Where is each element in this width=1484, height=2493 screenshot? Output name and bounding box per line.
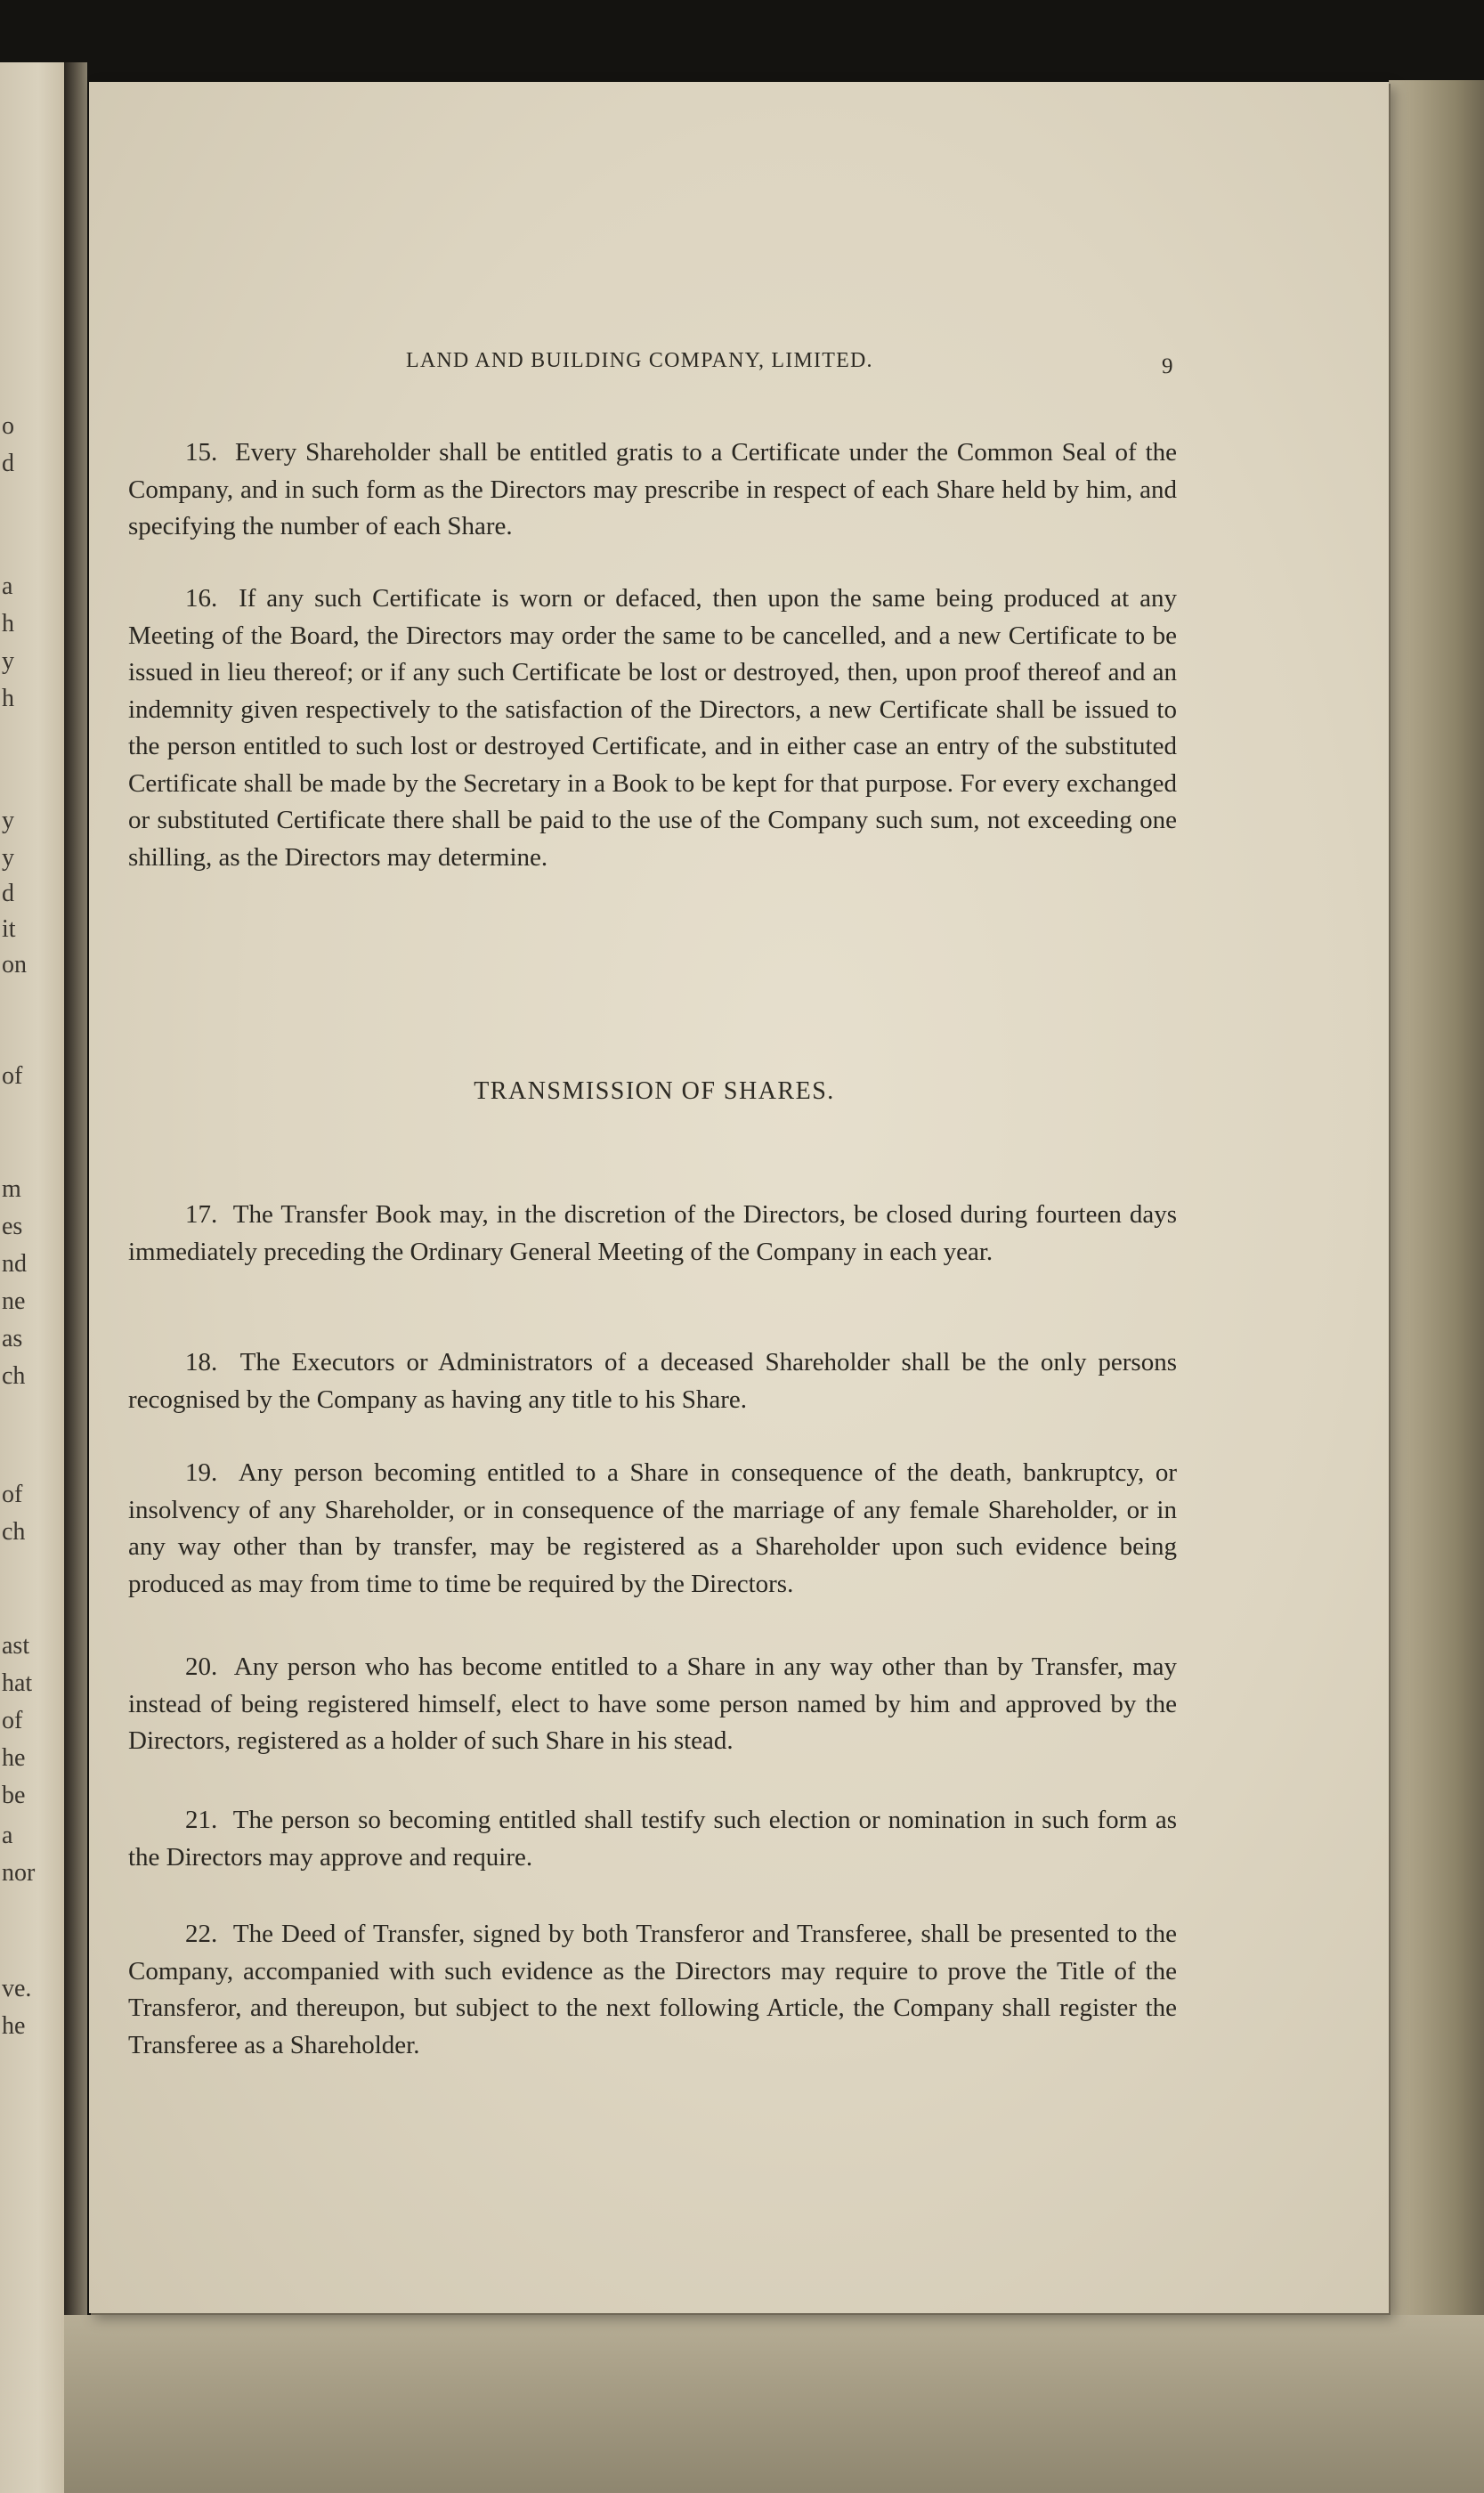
- facing-page-fragment: d: [2, 450, 14, 477]
- article-paragraph: [128, 1197, 1177, 1271]
- article-paragraph: [128, 1344, 1177, 1418]
- article-number: 21.: [185, 1806, 218, 1834]
- facing-page-fragment: es: [2, 1213, 23, 1240]
- facing-page-fragment: he: [2, 2012, 26, 2040]
- facing-page-fragment: be: [2, 1782, 26, 1809]
- facing-page-fragment: ch: [2, 1362, 26, 1390]
- facing-page-fragment: ch: [2, 1518, 26, 1546]
- book-bottom-edge: [64, 2315, 1484, 2493]
- facing-page-fragment: he: [2, 1744, 26, 1772]
- article-text: Any person who has become entitled to a Share in any way other than by Transfer, may instead of being registered himself, elect to have some person named by him and approved by the Directors, registered as a holder of such Share in his stead.: [128, 1653, 1178, 1755]
- article-number: 18.: [185, 1348, 218, 1376]
- facing-page-fragment: nor: [2, 1859, 36, 1887]
- facing-page-fragment: of: [2, 1481, 23, 1508]
- facing-page-edge: [0, 62, 67, 2493]
- facing-page-fragment: it: [2, 915, 16, 943]
- facing-page-fragment: a: [2, 572, 13, 600]
- article-paragraph: [128, 1802, 1177, 1876]
- running-head: LAND AND BUILDING COMPANY, LIMITED.: [406, 349, 873, 372]
- article-paragraph: [128, 434, 1177, 546]
- article-number: 17.: [185, 1200, 218, 1229]
- facing-page-fragment: ast: [2, 1632, 30, 1660]
- facing-page-fragment: as: [2, 1325, 23, 1352]
- article-paragraph: [128, 1916, 1177, 2064]
- article-number: 16.: [185, 584, 218, 613]
- document-page: [89, 82, 1389, 2313]
- article-number: 19.: [185, 1458, 218, 1487]
- facing-page-fragment: on: [2, 951, 27, 979]
- facing-page-fragment: hat: [2, 1669, 33, 1697]
- article-text: Any person becoming entitled to a Share in consequence of the death, bankruptcy, or insolvency of any Shareholder, or in consequence of the marriage of any female Shareholder, or in any way other than by transfer, may be registered as a Shareholder upon such evidence being produced as may from time to time be required by the Directors.: [128, 1458, 1177, 1598]
- facing-page-fragment: d: [2, 880, 14, 907]
- book-cover-edge: [1389, 80, 1484, 2493]
- facing-page-fragment: h: [2, 610, 14, 637]
- article-number: 15.: [185, 438, 218, 467]
- article-text: The Transfer Book may, in the discretion of the Directors, be closed during fourteen days immediately preceding the Ordinary General Meeting of the Company in each year.: [128, 1200, 1178, 1266]
- facing-page-fragment: a: [2, 1822, 13, 1849]
- book-gutter: [64, 62, 87, 2493]
- article-number: 20.: [185, 1653, 218, 1681]
- article-text: The Executors or Administrators of a deceased Shareholder shall be the only persons recognised by the Company as having any title to his Share.: [128, 1348, 1177, 1414]
- facing-page-fragment: ne: [2, 1287, 26, 1315]
- article-paragraph: [128, 1649, 1177, 1760]
- facing-page-fragment: nd: [2, 1250, 27, 1278]
- facing-page-fragment: y: [2, 844, 14, 872]
- article-number: 22.: [185, 1920, 218, 1948]
- section-heading: TRANSMISSION OF SHARES.: [474, 1077, 835, 1105]
- facing-page-fragment: m: [2, 1175, 21, 1203]
- facing-page-fragment: of: [2, 1707, 23, 1734]
- facing-page-fragment: h: [2, 685, 14, 712]
- article-paragraph: [128, 1455, 1177, 1603]
- article-text: The person so becoming entitled shall testify such election or nomination in such form as the Directors may approve and require.: [128, 1806, 1177, 1872]
- article-paragraph: [128, 581, 1177, 876]
- facing-page-fragment: o: [2, 412, 14, 440]
- facing-page-fragment: y: [2, 647, 14, 675]
- article-text: If any such Certificate is worn or defaced, then upon the same being produced at any Meeting of the Board, the Directors may order the same to be cancelled, and a new Certificate to be issued in lieu thereof; or if any such Certificate be lost or destroyed, then, upon proof thereof and an indemnity given respectively to the satisfaction of the Directors, a new Certificate shall be issued to the person entitled to such lost or destroyed Certificate, and in either case an entry of the substituted Certificate shall be made by the Secretary in a Book to be kept for that purpose. For every exchanged or substituted Certificate there shall be paid to the use of the Company such sum, not exceeding one shilling, as the Directors may determine.: [128, 584, 1177, 872]
- facing-page-fragment: ve.: [2, 1975, 32, 2002]
- page-number: 9: [1162, 354, 1173, 378]
- facing-page-fragment: of: [2, 1062, 23, 1090]
- facing-page-fragment: y: [2, 807, 14, 834]
- article-text: Every Shareholder shall be entitled gratis to a Certificate under the Common Seal of the Company, and in such form as the Directors may prescribe in respect of each Share held by him, and specifying the number of each Share.: [128, 438, 1177, 540]
- article-text: The Deed of Transfer, signed by both Transferor and Transferee, shall be presented to the Company, accompanied with such evidence as the Directors may require to prove the Title of the Transferor, and thereupon, but subject to the next following Article, the Company shall register the Transferee as a Shareholder.: [128, 1920, 1177, 2059]
